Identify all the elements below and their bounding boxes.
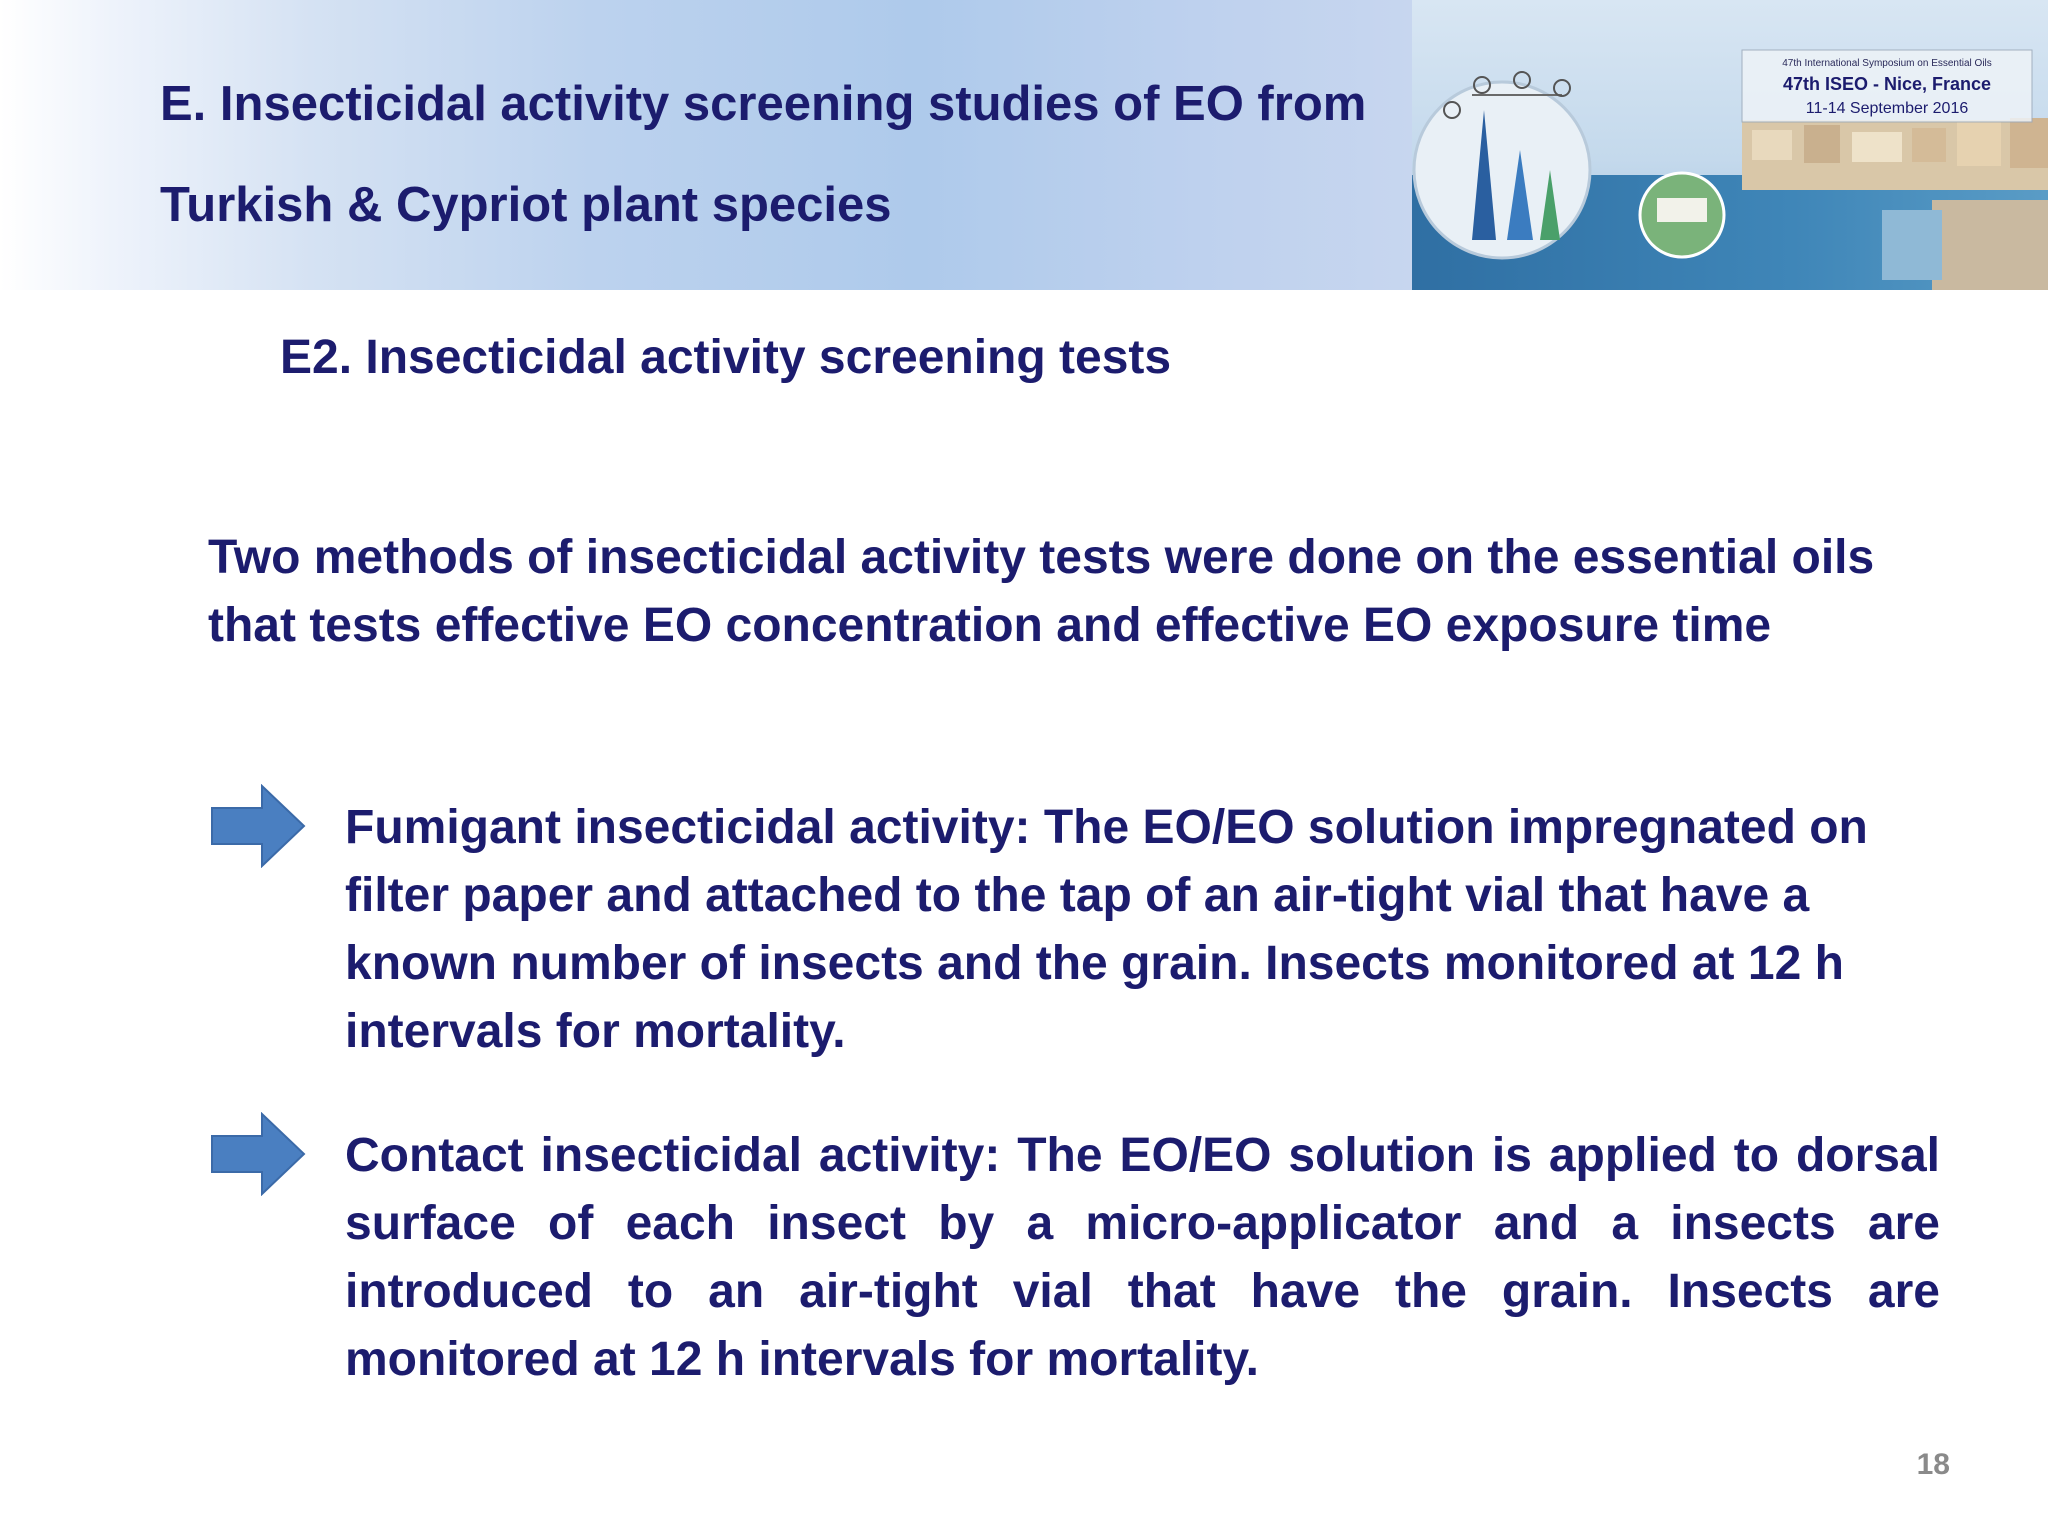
section-subtitle: E2. Insecticidal activity screening tests bbox=[280, 331, 1172, 384]
header-band bbox=[0, 0, 1412, 290]
conference-banner-image bbox=[1412, 0, 2048, 290]
slide-title-line-1: E. Insecticidal activity screening studies of EO from bbox=[160, 77, 1367, 131]
banner-line-2: 47th ISEO - Nice, France bbox=[1782, 74, 1992, 94]
bullet-contact-text: Contact insecticidal activity: The EO/EO solution is applied to dorsal surface of each insect by a micro-applicator and a insects are introduced to an air-tight vial that have the grain. Insects are monitored at 12 h intervals for mortality. bbox=[345, 1129, 1940, 1386]
slide-title-line-2: Turkish & Cypriot plant species bbox=[160, 178, 892, 232]
page-number: 18 bbox=[1916, 1448, 1950, 1481]
right-arrow-icon bbox=[210, 784, 306, 868]
intro-paragraph: Two methods of insecticidal activity tests were done on the essential oils that tests effective EO concentration and effective EO exposure time bbox=[208, 531, 1875, 652]
banner-line-3: 11-14 September 2016 bbox=[1805, 100, 1969, 117]
bullet-fumigant-text: Fumigant insecticidal activity: The EO/EO solution impregnated on filter paper and attached to the tap of an air-tight vial that have a known number of insects and the grain. Insects monitored at 12 h intervals for mortality. bbox=[345, 801, 1868, 1058]
right-arrow-icon bbox=[210, 1112, 306, 1196]
banner-line-1: 47th International Symposium on Essential Oils bbox=[1782, 58, 1992, 69]
slide-title bbox=[160, 54, 1390, 256]
